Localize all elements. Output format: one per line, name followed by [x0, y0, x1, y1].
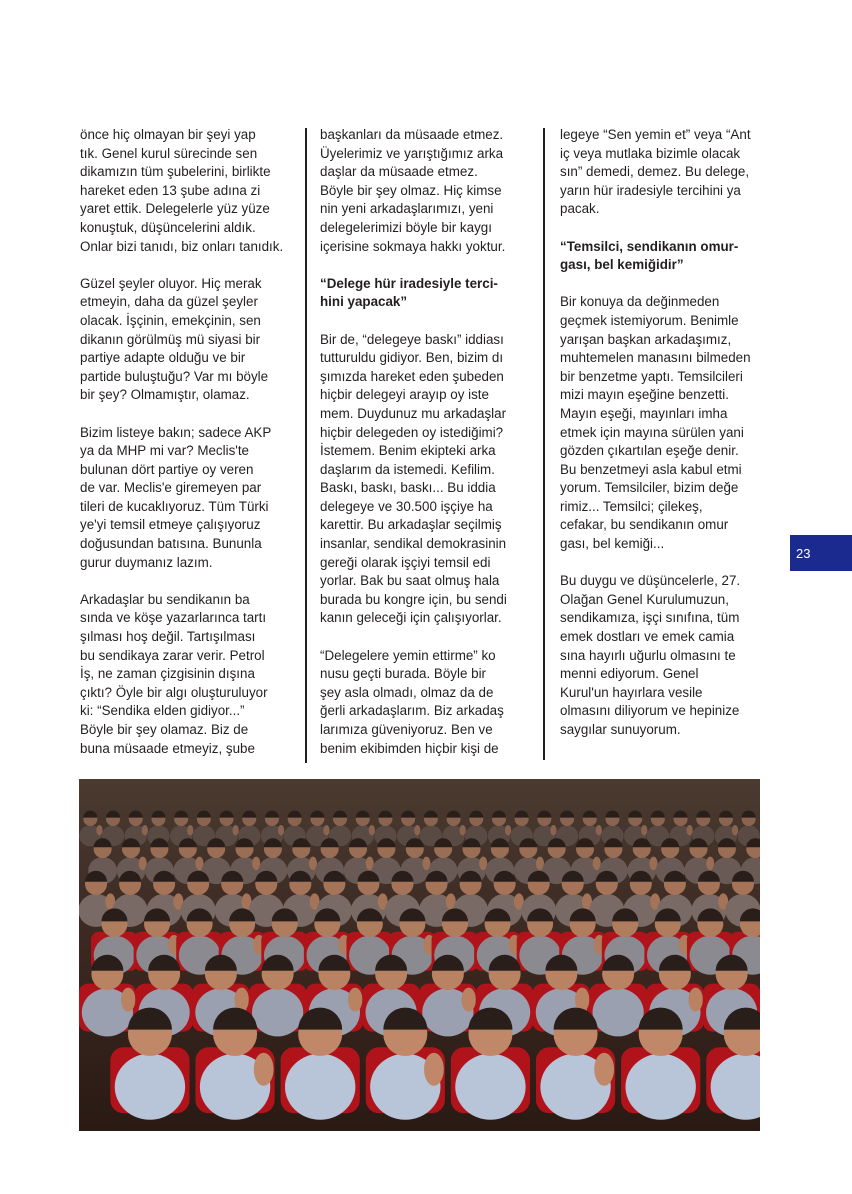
paragraph [80, 275, 298, 405]
text-line: iç veya mutlaka bizimle olacak [560, 145, 741, 161]
text-line: karettir. Bu arkadaşlar seçilmiş [320, 517, 502, 533]
text-line: cefakar, bu sendikanın omur [560, 517, 729, 533]
text-line: insanlar, sendikal demokrasinin [320, 536, 507, 552]
text-line: partide buluştuğu? Var mı böyle [80, 368, 269, 384]
page-number-tab [790, 535, 852, 571]
paragraph [320, 126, 538, 256]
text-line: Bu duygu ve düşüncelerle, 27. [560, 573, 741, 589]
text-line: konuştuk, düşüncelerini aldık. [80, 219, 256, 235]
text-line: mem. Duydunuz mu arkadaşlar [320, 405, 507, 421]
text-line: yaret ettik. Delegelerle yüz yüze [80, 201, 270, 217]
text-line: sın” demedi, demez. Bu delege, [560, 164, 750, 180]
text-line: Arkadaşlar bu sendikanın ba [80, 591, 250, 607]
text-line: “Temsilci, sendikanın omur- [560, 238, 739, 254]
text-line: benim ekibimden hiçbir kişi de [320, 740, 499, 756]
paragraph [80, 424, 298, 573]
text-line: Böyle bir şey olmaz. Hiç kimse [320, 182, 502, 198]
paragraph [320, 331, 538, 629]
text-line: bir benzetme yaptı. Temsilcileri [560, 368, 743, 384]
text-line: hareket eden 13 şube adına zi [80, 182, 261, 198]
text-line: larımıza güveniyoruz. Ben ve [320, 722, 493, 737]
text-line: sında ve köşe yazarlarınca tartı [80, 610, 267, 626]
text-line: ğerli arkadaşlarım. Biz arkadaş [320, 703, 504, 719]
text-line: “Delegelere yemin ettirme” ko [320, 647, 496, 663]
text-line: Bu benzetmeyi asla kabul etmi [560, 461, 742, 477]
text-line: yorum. Temsilciler, bizim değe [560, 480, 739, 496]
text-line: sendikamıza, işçi sınıfına, tüm [560, 610, 740, 626]
text-line: çıktı? Öyle bir algı oluşturuluyor [80, 684, 268, 700]
text-line: Onlar bizi tanıdı, biz onları tanıdık. [80, 238, 284, 254]
text-line: nin yeni arkadaşlarımızı, yeni [320, 201, 494, 217]
text-line: şımızda hareket eden şubeden [320, 368, 504, 384]
text-line: geçmek istemiyorum. Benimle [560, 312, 739, 328]
article-column-3 [560, 126, 778, 766]
article-column-1 [80, 126, 298, 766]
paragraph [320, 647, 538, 759]
paragraph [80, 126, 298, 256]
text-line: bir şey? Olmamıştır, olamaz. [80, 387, 250, 403]
text-line: nusu geçti burada. Böyle bir [320, 666, 486, 682]
text-line: gurur duymanız lazım. [80, 554, 213, 570]
text-line: şılması hoş değil. Tartışılması [80, 629, 256, 645]
text-line: şey asla olmadı, olmaz da de [320, 684, 494, 700]
text-line: gözden çıkartılan eşeğe denir. [560, 443, 739, 459]
text-line: saygılar sunuyorum. [560, 722, 681, 737]
text-line: gereği olarak işçiyi temsil edi [320, 554, 491, 570]
subheading [560, 238, 778, 275]
text-line: Kurul'un hayırlara vesile [560, 684, 703, 700]
text-line: Baskı, baskı, baskı... Bu iddia [320, 480, 496, 496]
text-line: ya da MHP mi var? Meclis'te [80, 443, 249, 459]
text-line: Güzel şeyler oluyor. Hiç merak [80, 275, 262, 291]
text-line: gası, bel kemiğidir” [560, 257, 684, 273]
text-line: hiçbir delegeden oy istediğimi? [320, 424, 504, 440]
text-line: yarışan başkan arkadaşımız, [560, 331, 732, 347]
text-line: “Delege hür iradesiyle terci- [320, 275, 498, 291]
text-line: gası, bel kemiği... [560, 536, 665, 552]
audience-photo-illustration [79, 779, 760, 1131]
text-line: Üyelerimiz ve yarıştığımız arka [320, 145, 504, 161]
article-column-2 [320, 126, 538, 766]
text-line: mizi mayın eşeğine benzetti. [560, 387, 729, 403]
column-divider [305, 128, 307, 763]
text-line: sına hayırlı uğurlu olmasını te [560, 647, 736, 663]
text-line: menni ediyorum. Genel [560, 666, 699, 682]
text-line: buna müsaade etmeyiz, şube [80, 740, 255, 756]
text-line: ye'yi temsil etmeye çalışıyoruz [80, 517, 261, 533]
subheading [320, 275, 538, 312]
text-line: dikanın görülmüş mü siyasi bir [80, 331, 261, 347]
text-line: başkanları da müsaade etmez. [320, 127, 504, 142]
paragraph [560, 293, 778, 553]
text-line: yorlar. Bak bu saat olmuş hala [320, 573, 500, 589]
text-line: de var. Meclis'e giremeyen par [80, 480, 262, 496]
paragraph [560, 572, 778, 739]
text-line: İş, ne zaman çizgisinin dışına [80, 666, 255, 682]
text-line: delegelerimizi böyle bir kaygı [320, 219, 492, 235]
paragraph [80, 591, 298, 758]
text-line: rimiz... Temsilci; çilekeş, [560, 498, 703, 514]
text-line: olmasını diliyorum ve hepinize [560, 703, 740, 719]
text-line: kanın geleceği için çalışıyorlar. [320, 610, 502, 626]
text-line: Bir konuya da değinmeden [560, 294, 720, 310]
text-line: Olağan Genel Kurulumuzun, [560, 591, 729, 607]
text-line: tık. Genel kurul sürecinde sen [80, 145, 258, 161]
text-line: pacak. [560, 201, 600, 217]
text-line: Bir de, “delegeye baskı” iddiası [320, 331, 504, 347]
text-line: Bizim listeye bakın; sadece AKP [80, 424, 272, 440]
text-line: ki: “Sendika elden gidiyor...” [80, 703, 245, 719]
text-line: daşlar da müsaade etmez. [320, 164, 478, 180]
text-line: içerisine sokmaya hakkı yoktur. [320, 238, 506, 254]
text-line: İstemem. Benim ekipteki arka [320, 443, 496, 459]
text-line: olacak. İşçinin, emekçinin, sen [80, 312, 261, 328]
text-line: burada bu kongre için, bu sendi [320, 591, 507, 607]
text-line: muhtemelen manasını bilmeden [560, 350, 751, 366]
text-line: dikamızın tüm şubelerini, birlikte [80, 164, 271, 180]
text-line: legeye “Sen yemin et” veya “Ant [560, 127, 751, 142]
text-line: delegeye ve 30.500 işçiye ha [320, 498, 493, 514]
text-line: hiçbir delegeyi arayıp oy iste [320, 387, 489, 403]
text-line: tileri de kucaklıyoruz. Tüm Türki [80, 498, 269, 514]
text-line: doğusundan batısına. Bununla [80, 536, 262, 552]
text-line: bu sendikaya zarar verir. Petrol [80, 647, 265, 663]
text-line: etmek için mayına sürülen yani [560, 424, 744, 440]
congress-audience-photo [79, 779, 760, 1131]
text-line: tutturuldu gidiyor. Ben, bizim dı [320, 350, 504, 366]
text-line: emek dostları ve emek camia [560, 629, 735, 645]
paragraph [560, 126, 778, 219]
text-line: Mayın eşeği, mayınları imha [560, 405, 728, 421]
text-line: daşlarım da istemedi. Kefilim. [320, 461, 495, 477]
text-line: hini yapacak” [320, 294, 408, 310]
text-line: bulunan dört partiye oy veren [80, 461, 254, 477]
text-line: etmeyin, daha da güzel şeyler [80, 294, 258, 310]
text-line: Böyle bir şey olamaz. Biz de [80, 722, 249, 737]
page-number: 23 [796, 545, 811, 561]
text-line: yarın hür iradesiyle tercihini ya [560, 182, 741, 198]
column-divider [543, 128, 545, 760]
text-line: önce hiç olmayan bir şeyi yap [80, 127, 256, 142]
text-line: partiye adapte olduğu ve bir [80, 350, 246, 366]
